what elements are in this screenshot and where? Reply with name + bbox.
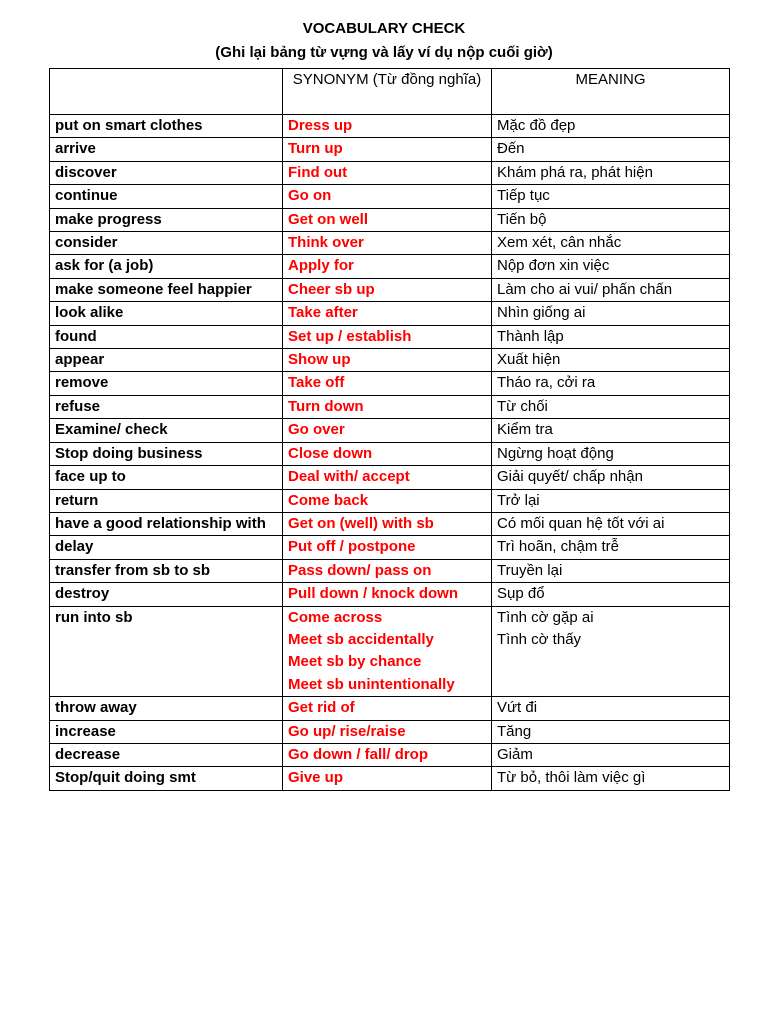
vocab-synonym-cell bbox=[283, 583, 492, 606]
table-row bbox=[50, 115, 730, 138]
vocab-synonym: Find out bbox=[288, 163, 348, 181]
vocab-synonym: Get on (well) with sb bbox=[288, 514, 434, 532]
vocab-meaning-cell bbox=[492, 302, 730, 325]
vocab-synonym-cell bbox=[283, 559, 492, 582]
vocab-synonym-cell bbox=[283, 442, 492, 465]
vocab-synonym: Close down bbox=[288, 444, 373, 462]
vocab-synonym: Get rid of bbox=[288, 699, 355, 717]
vocab-synonym-cell bbox=[283, 720, 492, 743]
vocab-word: put on smart clothes bbox=[50, 115, 283, 138]
vocab-meaning-cell bbox=[492, 325, 730, 348]
table-row bbox=[50, 606, 730, 697]
vocab-synonym: Meet sb accidentally bbox=[288, 630, 434, 648]
vocab-synonym: Dress up bbox=[288, 117, 353, 134]
vocab-meaning: Tiếp tục bbox=[497, 187, 550, 205]
vocab-word: ask for (a job) bbox=[50, 255, 283, 278]
vocab-synonym: Turn up bbox=[288, 140, 343, 158]
vocab-meaning-cell bbox=[492, 138, 730, 161]
vocab-meaning-cell bbox=[492, 185, 730, 208]
vocab-synonym-cell bbox=[283, 115, 492, 138]
table-row bbox=[50, 255, 730, 278]
vocab-word: arrive bbox=[50, 138, 283, 161]
table-row bbox=[50, 583, 730, 606]
vocab-meaning: Làm cho ai vui/ phấn chấn bbox=[497, 280, 673, 298]
vocab-meaning: Khám phá ra, phát hiện bbox=[497, 163, 653, 181]
vocab-word: found bbox=[50, 325, 283, 348]
vocab-synonym-cell bbox=[283, 232, 492, 255]
vocab-synonym-cell bbox=[283, 512, 492, 535]
vocab-synonym-cell bbox=[283, 185, 492, 208]
vocab-synonym-cell bbox=[283, 767, 492, 790]
vocab-meaning-cell bbox=[492, 349, 730, 372]
table-row bbox=[50, 185, 730, 208]
vocab-synonym: Come back bbox=[288, 491, 369, 509]
vocab-meaning: Nhìn giống ai bbox=[497, 304, 586, 322]
vocab-meaning-cell bbox=[492, 720, 730, 743]
vocab-word: make someone feel happier bbox=[50, 278, 283, 301]
vocab-synonym-cell bbox=[283, 395, 492, 418]
vocab-word: transfer from sb to sb bbox=[50, 559, 283, 582]
table-body bbox=[50, 115, 730, 791]
vocab-word: refuse bbox=[50, 395, 283, 418]
vocab-meaning: Sụp đổ bbox=[497, 585, 545, 603]
vocab-meaning: Vứt đi bbox=[497, 699, 538, 717]
vocab-meaning: Ngừng hoạt động bbox=[497, 444, 614, 462]
vocab-word: Examine/ check bbox=[50, 419, 283, 442]
vocab-word: face up to bbox=[50, 466, 283, 489]
table-row bbox=[50, 697, 730, 720]
vocab-synonym: Show up bbox=[288, 351, 351, 369]
table-row bbox=[50, 208, 730, 231]
vocab-meaning: Thành lập bbox=[497, 327, 564, 345]
vocab-synonym-cell bbox=[283, 302, 492, 325]
vocab-synonym: Pass down/ pass on bbox=[288, 561, 432, 579]
vocab-meaning: Trở lại bbox=[497, 491, 540, 509]
vocab-synonym: Put off / postpone bbox=[288, 538, 416, 556]
vocab-meaning-cell bbox=[492, 512, 730, 535]
vocab-synonym-cell bbox=[283, 697, 492, 720]
vocab-meaning: Tiến bộ bbox=[497, 210, 547, 228]
vocab-meaning: Xem xét, cân nhắc bbox=[497, 234, 622, 252]
vocab-meaning-cell bbox=[492, 232, 730, 255]
table-row bbox=[50, 325, 730, 348]
header-synonym: SYNONYM (Từ đồng nghĩa) bbox=[283, 69, 492, 115]
vocab-synonym-cell bbox=[283, 278, 492, 301]
vocab-meaning-cell bbox=[492, 419, 730, 442]
vocab-meaning: Giải quyết/ chấp nhận bbox=[497, 468, 643, 486]
vocab-synonym: Get on well bbox=[288, 210, 369, 228]
vocab-meaning-cell bbox=[492, 489, 730, 512]
vocab-synonym: Go on bbox=[288, 187, 332, 205]
vocab-synonym-cell bbox=[283, 349, 492, 372]
vocab-meaning: Tháo ra, cởi ra bbox=[497, 374, 596, 392]
vocab-word: Stop doing business bbox=[50, 442, 283, 465]
vocab-synonym-cell bbox=[283, 138, 492, 161]
table-row bbox=[50, 767, 730, 790]
vocab-synonym: Set up / establish bbox=[288, 327, 412, 345]
vocab-synonym-cell bbox=[283, 489, 492, 512]
vocab-word: decrease bbox=[50, 743, 283, 766]
vocab-meaning: Giảm bbox=[497, 745, 533, 763]
table-row bbox=[50, 232, 730, 255]
vocab-word: consider bbox=[50, 232, 283, 255]
vocab-synonym: Cheer sb up bbox=[288, 280, 375, 298]
table-row bbox=[50, 720, 730, 743]
vocab-meaning: Mặc đồ đẹp bbox=[497, 117, 576, 134]
vocab-synonym-cell bbox=[283, 325, 492, 348]
table-row bbox=[50, 489, 730, 512]
vocab-word: delay bbox=[50, 536, 283, 559]
table-row bbox=[50, 138, 730, 161]
vocab-meaning-cell bbox=[492, 536, 730, 559]
vocab-meaning-cell bbox=[492, 767, 730, 790]
table-row bbox=[50, 743, 730, 766]
vocab-meaning: Đến bbox=[497, 140, 525, 158]
vocab-word: continue bbox=[50, 185, 283, 208]
vocab-synonym-cell bbox=[283, 743, 492, 766]
vocab-meaning-cell bbox=[492, 697, 730, 720]
vocab-synonym-cell bbox=[283, 208, 492, 231]
document-title: VOCABULARY CHECK bbox=[302, 20, 466, 37]
vocab-word: run into sb bbox=[50, 606, 283, 697]
vocabulary-table bbox=[49, 68, 730, 791]
vocab-word: remove bbox=[50, 372, 283, 395]
table-row bbox=[50, 395, 730, 418]
vocab-synonym-cell bbox=[283, 536, 492, 559]
vocab-word: increase bbox=[50, 720, 283, 743]
vocab-synonym: Come across bbox=[288, 608, 383, 626]
vocab-meaning-cell bbox=[492, 606, 730, 697]
vocab-meaning: Từ bỏ, thôi làm việc gì bbox=[497, 769, 646, 787]
vocab-synonym: Give up bbox=[288, 769, 344, 787]
vocab-synonym-cell bbox=[283, 466, 492, 489]
vocab-synonym: Take after bbox=[288, 304, 358, 322]
table-row bbox=[50, 559, 730, 582]
document-subtitle: (Ghi lại bảng từ vựng và lấy ví dụ nộp cuối giờ) bbox=[215, 44, 553, 61]
vocab-meaning-cell bbox=[492, 278, 730, 301]
vocab-word: appear bbox=[50, 349, 283, 372]
vocab-meaning-cell bbox=[492, 208, 730, 231]
vocab-synonym-cell bbox=[283, 161, 492, 184]
vocab-synonym: Turn down bbox=[288, 397, 364, 415]
vocab-meaning: Từ chối bbox=[497, 397, 548, 415]
vocab-meaning-cell bbox=[492, 559, 730, 582]
vocab-word: have a good relationship with bbox=[50, 512, 283, 535]
vocab-meaning-cell bbox=[492, 442, 730, 465]
vocab-word: make progress bbox=[50, 208, 283, 231]
table-row bbox=[50, 372, 730, 395]
table-row bbox=[50, 419, 730, 442]
table-row bbox=[50, 442, 730, 465]
vocab-word: look alike bbox=[50, 302, 283, 325]
header-meaning: MEANING bbox=[492, 69, 730, 115]
vocab-meaning-cell bbox=[492, 161, 730, 184]
vocab-synonym: Apply for bbox=[288, 257, 354, 275]
vocab-meaning-cell bbox=[492, 395, 730, 418]
vocab-synonym-cell bbox=[283, 255, 492, 278]
vocab-meaning: Trì hoãn, chậm trễ bbox=[497, 538, 619, 556]
table-row bbox=[50, 302, 730, 325]
vocab-meaning: Truyền lại bbox=[497, 561, 563, 579]
vocab-synonym: Think over bbox=[288, 234, 364, 252]
table-row bbox=[50, 512, 730, 535]
vocab-synonym: Go up/ rise/raise bbox=[288, 722, 406, 740]
vocab-meaning-cell bbox=[492, 255, 730, 278]
vocab-synonym: Deal with/ accept bbox=[288, 468, 410, 486]
vocab-word: discover bbox=[50, 161, 283, 184]
vocab-word: return bbox=[50, 489, 283, 512]
vocab-meaning: Xuất hiện bbox=[497, 351, 561, 369]
vocab-meaning: Tăng bbox=[497, 722, 532, 740]
table-row bbox=[50, 466, 730, 489]
header-word bbox=[50, 69, 283, 115]
table-row bbox=[50, 278, 730, 301]
table-row bbox=[50, 349, 730, 372]
table-row bbox=[50, 536, 730, 559]
vocab-meaning-cell bbox=[492, 743, 730, 766]
vocab-meaning: Nộp đơn xin việc bbox=[497, 257, 610, 275]
vocab-synonym: Pull down / knock down bbox=[288, 585, 459, 603]
vocab-word: destroy bbox=[50, 583, 283, 606]
table-header-row bbox=[50, 69, 730, 115]
vocab-synonym: Go down / fall/ drop bbox=[288, 745, 428, 763]
vocab-meaning-cell bbox=[492, 583, 730, 606]
vocab-meaning: Có mối quan hệ tốt với ai bbox=[497, 514, 665, 532]
vocab-meaning: Kiểm tra bbox=[497, 421, 553, 439]
vocab-word: throw away bbox=[50, 697, 283, 720]
vocab-synonym: Meet sb unintentionally bbox=[288, 675, 455, 693]
vocab-meaning-cell bbox=[492, 466, 730, 489]
vocab-meaning: Tình cờ gặp ai bbox=[497, 608, 594, 626]
vocab-synonym: Go over bbox=[288, 421, 345, 439]
vocab-meaning-cell bbox=[492, 372, 730, 395]
vocab-word: Stop/quit doing smt bbox=[50, 767, 283, 790]
vocab-meaning-cell bbox=[492, 115, 730, 138]
vocab-synonym: Take off bbox=[288, 374, 345, 392]
table-row bbox=[50, 161, 730, 184]
vocab-synonym-cell bbox=[283, 419, 492, 442]
vocab-synonym: Meet sb by chance bbox=[288, 653, 422, 671]
vocab-synonym-cell bbox=[283, 606, 492, 697]
vocab-synonym-cell bbox=[283, 372, 492, 395]
vocab-meaning: Tình cờ thấy bbox=[497, 630, 582, 648]
